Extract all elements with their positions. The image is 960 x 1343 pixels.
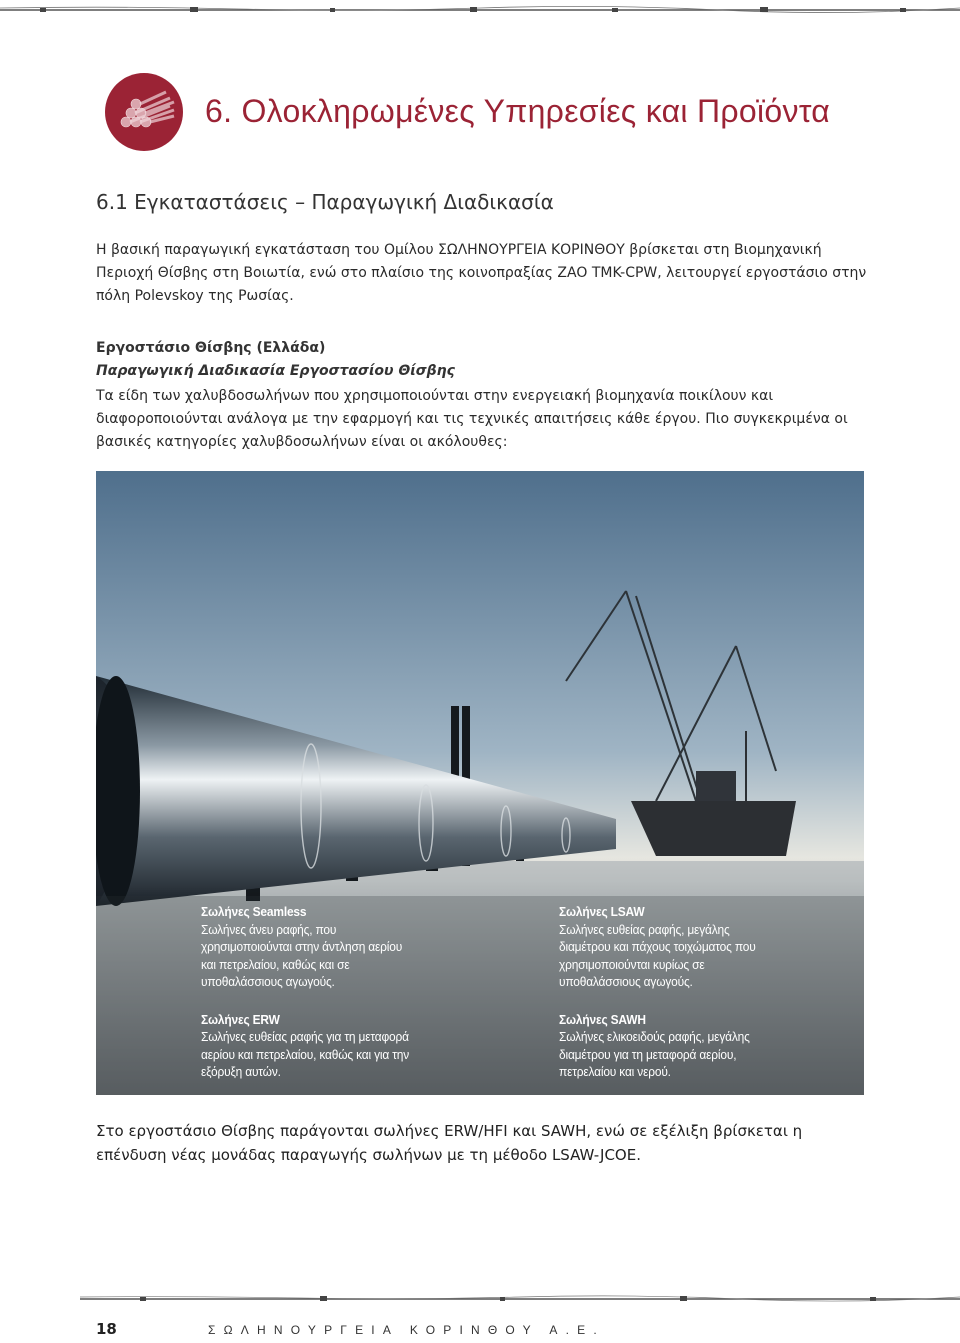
bottom-decorative-rule [80, 1292, 960, 1306]
caption-left-column [201, 903, 505, 1081]
section-title: 6.1 Εγκαταστάσεις – Παραγωγική Διαδικασία [96, 190, 554, 214]
factory-subheading: Παραγωγική Διαδικασία Εργοστασίου Θίσβης [96, 363, 455, 379]
erw-text: Σωλήνες ευθείας ραφής για τη μεταφορά αερίου και πετρελαίου, καθώς και για την εξόρυξη αυτών. [201, 1029, 410, 1079]
page-number: 18 [96, 1320, 117, 1338]
lsaw-title: Σωλήνες LSAW [559, 904, 645, 919]
lsaw-text: Σωλήνες ευθείας ραφής, μεγάλης διαμέτρου και πάχους τοιχώματος που χρησιμοποιούνται κυρίως σε υποθαλάσσιους αγωγούς. [559, 921, 756, 989]
seamless-title: Σωλήνες Seamless [201, 904, 307, 919]
factory-heading: Εργοστάσιο Θίσβης (Ελλάδα) [96, 340, 326, 356]
seamless-text: Σωλήνες άνευ ραφής, που χρησιμοποιούνται στην άντληση αερίου και πετρελαίου, καθώς και σε υποθαλάσσιους αγωγούς. [201, 921, 403, 989]
intro-paragraph: Η βασική παραγωγική εγκατάσταση του Ομίλου ΣΩΛΗΝΟΥΡΓΕΙΑ ΚΟΡΙΝΘΟΥ βρίσκεται στη Βιομηχανική Περιοχή Θίσβης στη Βοιωτία, ενώ στο πλαίσιο της κοινοπραξίας ZAO TMK-CPW, λειτουργεί εργοστάσιο στην πόλη Polevskoy της Ρωσίας. [96, 242, 867, 304]
erw-title: Σωλήνες ERW [201, 1011, 280, 1027]
closing-paragraph: Στο εργοστάσιο Θίσβης παράγονται σωλήνες ERW/HFI και SAWH, ενώ σε εξέλιξη βρίσκεται η επένδυση νέας μονάδας παραγωγής σωλήνων με τη μέθοδο LSAW-JCOE. [96, 1122, 803, 1164]
footer-company-name: ΣΩΛΗΝΟΥΡΓΕΙΑ ΚΟΡΙΝΘΟΥ Α.Ε. [208, 1323, 605, 1337]
pipe-bundle-icon [104, 72, 184, 152]
chapter-title: 6. Ολοκληρωμένες Υπηρεσίες και Προϊόντα [205, 93, 831, 129]
factory-body-paragraph: Τα είδη των χαλυβδοσωλήνων που χρησιμοποιούνται στην ενεργειακή βιομηχανία ποικίλουν και διαφοροποιούνται ανάλογα με την εφαρμογή και τις τεχνικές απαιτήσεις κάθε έργου. Πιο συγκεκριμένα οι βασικές κατηγορίες χαλυβδοσωλήνων είναι οι ακόλουθες: [96, 388, 848, 450]
sawh-title: Σωλήνες SAWH [559, 1011, 646, 1027]
top-decorative-rule [0, 0, 960, 20]
caption-right-column [559, 903, 863, 1081]
sawh-text: Σωλήνες ελικοειδούς ραφής, μεγάλης διαμέτρου για τη μεταφορά αερίου, πετρελαίου και νερού. [559, 1029, 750, 1079]
